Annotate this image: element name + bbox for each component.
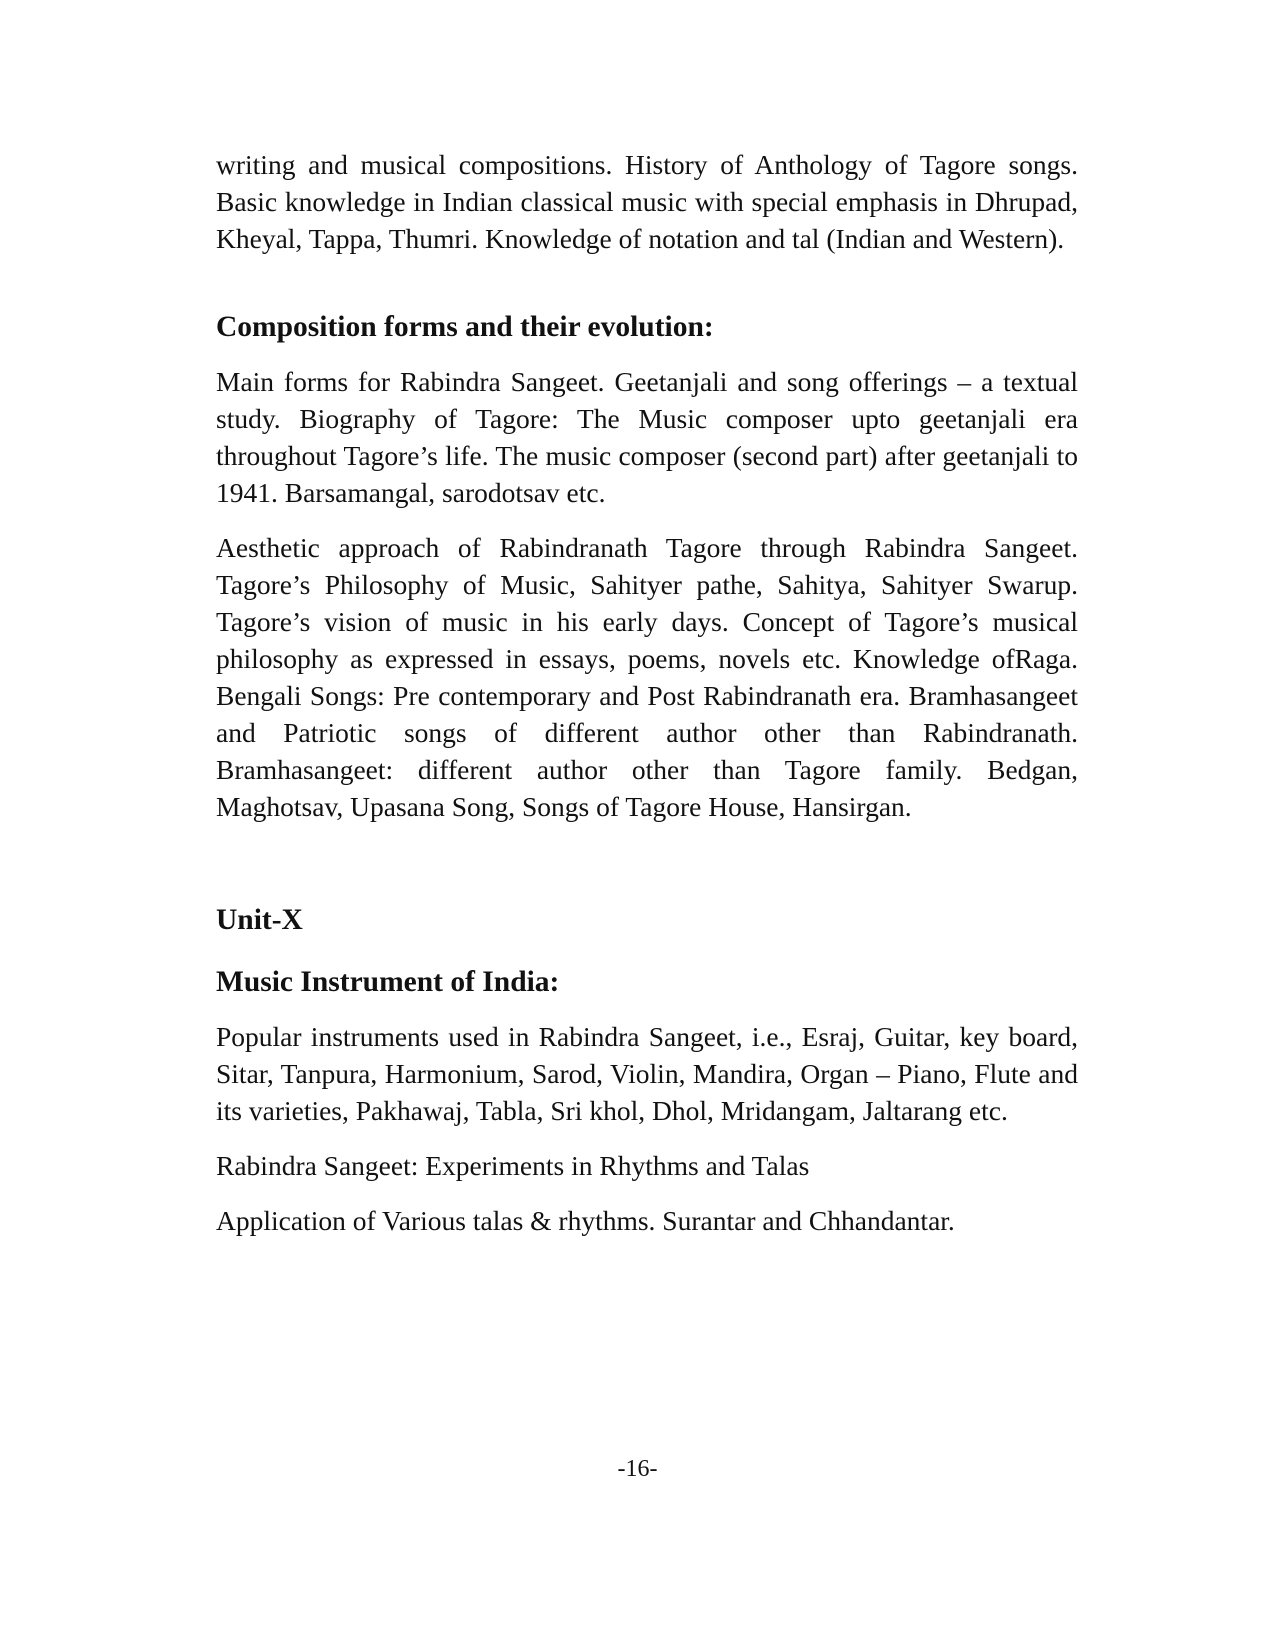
intro-paragraph: writing and musical compositions. History of Anthology of Tagore songs. Basic knowledge in Indian classical music with special emphasis in Dhrupad, Kheyal, Tappa, Thumri. Knowledge of notation and tal (Indian and Western). [216,149,1078,254]
aesthetic-approach-paragraph: Aesthetic approach of Rabindranath Tagore through Rabindra Sangeet. Tagore’s Philosophy of Music, Sahityer pathe, Sahitya, Sahityer Swarup. Tagore’s vision of music in his early days. Concept of Tagore’s musical philosophy as expressed in essays, poems, novels etc. Knowledge ofRaga. Bengali Songs: Pre contemporary and Post Rabindranath era. Bramhasangeet and Patriotic songs of different author other than Rabindranath. Bramhasangeet: different author other than Tagore family. Bedgan, Maghotsav, Upasana Song, Songs of Tagore House, Hansirgan. [216,532,1078,822]
application-talas-line: Application of Various talas & rhythms. Surantar and Chhandantar. [216,1205,955,1236]
composition-forms-heading: Composition forms and their evolution: [216,311,714,343]
main-forms-paragraph: Main forms for Rabindra Sangeet. Geetanjali and song offerings – a textual study. Biography of Tagore: The Music composer upto geetanjali era throughout Tagore’s life. The music composer (second part) after geetanjali to 1941. Barsamangal, sarodotsav etc. [216,366,1078,508]
document-body [216,140,1078,1239]
unit-heading: Unit-X [216,904,303,936]
music-instruments-heading: Music Instrument of India: [216,966,560,998]
popular-instruments-paragraph: Popular instruments used in Rabindra Sangeet, i.e., Esraj, Guitar, key board, Sitar, Tanpura, Harmonium, Sarod, Violin, Mandira, Organ – Piano, Flute and its varieties, Pakhawaj, Tabla, Sri khol, Dhol, Mridangam, Jaltarang etc. [216,1021,1078,1126]
rhythms-talas-line: Rabindra Sangeet: Experiments in Rhythms and Talas [216,1150,810,1181]
page-number: -16- [617,1456,658,1482]
